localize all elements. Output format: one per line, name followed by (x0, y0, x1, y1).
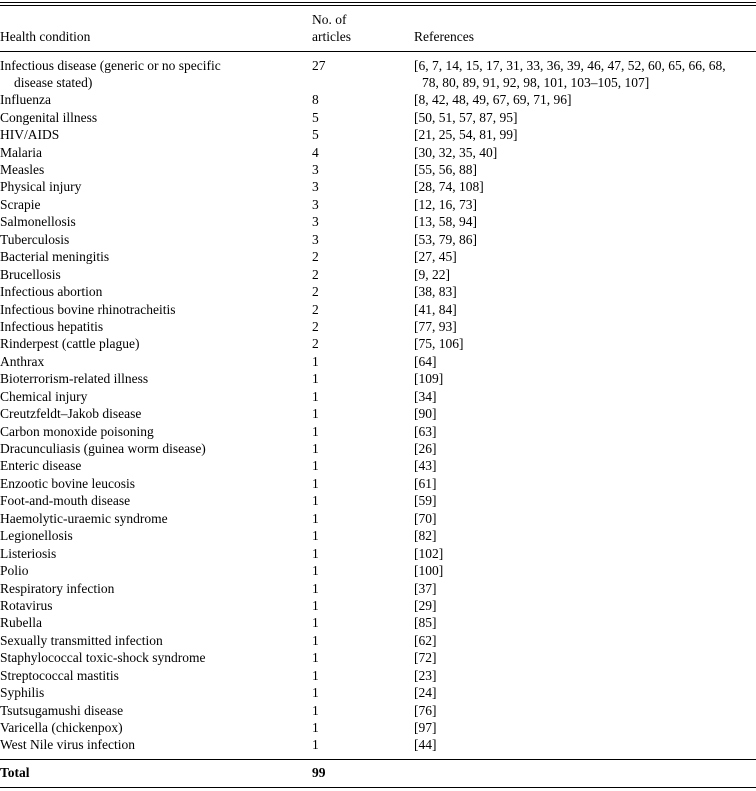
article-count-cell: 5 (312, 127, 319, 143)
top-rule (0, 2, 756, 3)
article-count-cell: 1 (312, 388, 319, 404)
table-row (0, 440, 756, 457)
article-count-cell: 4 (312, 144, 319, 160)
article-count-cell: 3 (312, 214, 319, 230)
table-row (0, 353, 756, 370)
references-cell: [53, 79, 86] (414, 231, 477, 247)
references-cell: [6, 7, 14, 15, 17, 31, 33, 36, 39, 46, 47, 52, 60, 65, 66, 68, (414, 58, 726, 73)
references-cell: [82] (414, 528, 437, 544)
article-count-cell: 2 (312, 249, 319, 265)
health-condition-cell: Rinderpest (cattle plague) (0, 336, 140, 352)
references-cell: [28, 74, 108] (414, 179, 484, 195)
health-condition-cell: Physical injury (0, 179, 82, 195)
table-row (0, 684, 756, 701)
health-condition-cell: Infectious bovine rhinotracheitis (0, 301, 176, 317)
table-row (0, 109, 756, 126)
references-cell: [8, 42, 48, 49, 67, 69, 71, 96] (414, 92, 572, 108)
references-cell-continued: 78, 80, 89, 91, 92, 98, 101, 103–105, 107] (422, 75, 650, 90)
article-count-cell: 3 (312, 231, 319, 247)
references-cell: [55, 56, 88] (414, 162, 477, 178)
table-row (0, 126, 756, 143)
health-condition-cell: Infectious hepatitis (0, 318, 104, 334)
article-count-cell: 3 (312, 179, 319, 195)
total-count: 99 (312, 765, 326, 780)
article-count-cell: 1 (312, 545, 319, 561)
article-count-cell: 1 (312, 475, 319, 491)
references-cell: [38, 83] (414, 284, 457, 300)
references-cell: [62] (414, 632, 437, 648)
article-count-cell: 1 (312, 441, 319, 457)
article-count-cell: 1 (312, 493, 319, 509)
article-count-cell: 1 (312, 580, 319, 596)
article-count-cell: 3 (312, 196, 319, 212)
total-label: Total (0, 765, 30, 780)
table-row (0, 213, 756, 230)
table-row (0, 545, 756, 562)
table-row (0, 301, 756, 318)
health-condition-cell: Influenza (0, 92, 51, 108)
health-condition-cell: Streptococcal mastitis (0, 667, 119, 683)
table-row (0, 178, 756, 195)
health-condition-cell: Malaria (0, 144, 42, 160)
total-rule (0, 759, 756, 760)
references-cell: [64] (414, 353, 437, 369)
table-row (0, 719, 756, 736)
health-condition-cell: Rotavirus (0, 597, 53, 613)
references-cell: [70] (414, 510, 437, 526)
table-row (0, 318, 756, 335)
table-row (0, 702, 756, 719)
article-count-cell: 8 (312, 92, 319, 108)
table-row (0, 457, 756, 474)
health-condition-cell: Foot-and-mouth disease (0, 493, 131, 509)
table-row (0, 388, 756, 405)
references-cell: [27, 45] (414, 249, 457, 265)
references-cell: [21, 25, 54, 81, 99] (414, 127, 518, 143)
header-references: References (414, 29, 474, 44)
health-condition-cell: Respiratory infection (0, 580, 115, 596)
health-condition-cell: West Nile virus infection (0, 737, 136, 753)
article-count-cell: 2 (312, 284, 319, 300)
header-health-condition: Health condition (0, 29, 91, 44)
references-cell: [75, 106] (414, 336, 464, 352)
health-condition-cell: HIV/AIDS (0, 127, 60, 143)
references-cell: [76] (414, 702, 437, 718)
health-condition-cell: Measles (0, 162, 45, 178)
health-condition-cell: Polio (0, 563, 29, 579)
references-cell: [29] (414, 597, 437, 613)
references-cell: [72] (414, 650, 437, 666)
article-count-cell: 1 (312, 597, 319, 613)
article-count-cell: 1 (312, 667, 319, 683)
article-count-cell: 27 (312, 58, 326, 73)
header-articles: articles (312, 29, 351, 44)
references-cell: [50, 51, 57, 87, 95] (414, 109, 518, 125)
health-condition-cell: Creutzfeldt–Jakob disease (0, 406, 142, 422)
table-row (0, 649, 756, 666)
references-cell: [23] (414, 667, 437, 683)
table-row (0, 370, 756, 387)
references-cell: [97] (414, 720, 437, 736)
health-condition-cell: Dracunculiasis (guinea worm disease) (0, 441, 206, 457)
references-cell: [61] (414, 475, 437, 491)
health-condition-cell: Syphilis (0, 685, 45, 701)
references-cell: [26] (414, 441, 437, 457)
references-cell: [13, 58, 94] (414, 214, 477, 230)
article-count-cell: 1 (312, 510, 319, 526)
article-count-cell: 1 (312, 406, 319, 422)
references-cell: [85] (414, 615, 437, 631)
table-row (0, 562, 756, 579)
article-count-cell: 1 (312, 615, 319, 631)
references-cell: [34] (414, 388, 437, 404)
top-rule-2 (0, 5, 756, 6)
table-row (0, 248, 756, 265)
table-row (0, 405, 756, 422)
article-count-cell: 1 (312, 458, 319, 474)
references-cell: [30, 32, 35, 40] (414, 144, 498, 160)
references-cell: [12, 16, 73] (414, 196, 477, 212)
table-row (0, 510, 756, 527)
references-cell: [44] (414, 737, 437, 753)
article-count-cell: 2 (312, 301, 319, 317)
header-rule (0, 51, 756, 52)
references-cell: [24] (414, 685, 437, 701)
table-row (0, 335, 756, 352)
table-row (0, 161, 756, 178)
references-cell: [77, 93] (414, 318, 457, 334)
references-cell: [43] (414, 458, 437, 474)
table-row (0, 196, 756, 213)
health-condition-cell: Bacterial meningitis (0, 249, 110, 265)
table-row (0, 667, 756, 684)
article-count-cell: 1 (312, 737, 319, 753)
header-no-of: No. of (312, 12, 347, 27)
references-cell: [9, 22] (414, 266, 450, 282)
health-condition-cell: Haemolytic-uraemic syndrome (0, 510, 168, 526)
article-count-cell: 1 (312, 353, 319, 369)
references-cell: [41, 84] (414, 301, 457, 317)
article-count-cell: 1 (312, 650, 319, 666)
table-row (0, 144, 756, 161)
references-cell: [59] (414, 493, 437, 509)
references-cell: [63] (414, 423, 437, 439)
article-count-cell: 5 (312, 109, 319, 125)
health-condition-cell: Carbon monoxide poisoning (0, 423, 154, 439)
table-row (0, 597, 756, 614)
health-condition-cell-continued: disease stated) (14, 75, 93, 90)
table-row (0, 91, 756, 108)
references-cell: [90] (414, 406, 437, 422)
article-count-cell: 1 (312, 632, 319, 648)
health-condition-cell: Bioterrorism-related illness (0, 371, 149, 387)
article-count-cell: 1 (312, 528, 319, 544)
table-row (0, 231, 756, 248)
health-condition-cell: Sexually transmitted infection (0, 632, 163, 648)
health-condition-cell: Enzootic bovine leucosis (0, 475, 135, 491)
references-cell: [109] (414, 371, 444, 387)
health-condition-cell: Brucellosis (0, 266, 61, 282)
references-cell: [100] (414, 563, 444, 579)
table-row (0, 423, 756, 440)
health-condition-cell: Listeriosis (0, 545, 57, 561)
article-count-cell: 1 (312, 720, 319, 736)
health-condition-cell: Legionellosis (0, 528, 73, 544)
article-count-cell: 1 (312, 702, 319, 718)
health-condition-cell: Scrapie (0, 196, 41, 212)
references-cell: [102] (414, 545, 444, 561)
table-row (0, 492, 756, 509)
table-row (0, 614, 756, 631)
article-count-cell: 1 (312, 371, 319, 387)
table-row (0, 283, 756, 300)
table-row (0, 475, 756, 492)
health-condition-cell: Tuberculosis (0, 231, 70, 247)
article-count-cell: 1 (312, 685, 319, 701)
article-count-cell: 2 (312, 318, 319, 334)
table-row (0, 527, 756, 544)
table-body (0, 57, 756, 754)
health-condition-cell: Infectious abortion (0, 284, 103, 300)
health-condition-cell: Salmonellosis (0, 214, 76, 230)
article-count-cell: 1 (312, 563, 319, 579)
table-row (0, 266, 756, 283)
health-condition-cell: Staphylococcal toxic-shock syndrome (0, 650, 206, 666)
health-condition-cell: Chemical injury (0, 388, 88, 404)
references-cell: [37] (414, 580, 437, 596)
article-count-cell: 3 (312, 162, 319, 178)
health-condition-cell: Enteric disease (0, 458, 82, 474)
article-count-cell: 2 (312, 336, 319, 352)
health-condition-cell: Tsutsugamushi disease (0, 702, 124, 718)
health-condition-cell: Congenital illness (0, 109, 98, 125)
health-condition-cell: Infectious disease (generic or no specific (0, 58, 221, 73)
bottom-rule (0, 787, 756, 788)
health-condition-cell: Anthrax (0, 353, 45, 369)
health-condition-cell: Varicella (chickenpox) (0, 720, 123, 736)
table-row (0, 580, 756, 597)
table-row (0, 57, 756, 91)
health-condition-cell: Rubella (0, 615, 42, 631)
table-row (0, 632, 756, 649)
article-count-cell: 2 (312, 266, 319, 282)
table-row (0, 736, 756, 753)
article-count-cell: 1 (312, 423, 319, 439)
